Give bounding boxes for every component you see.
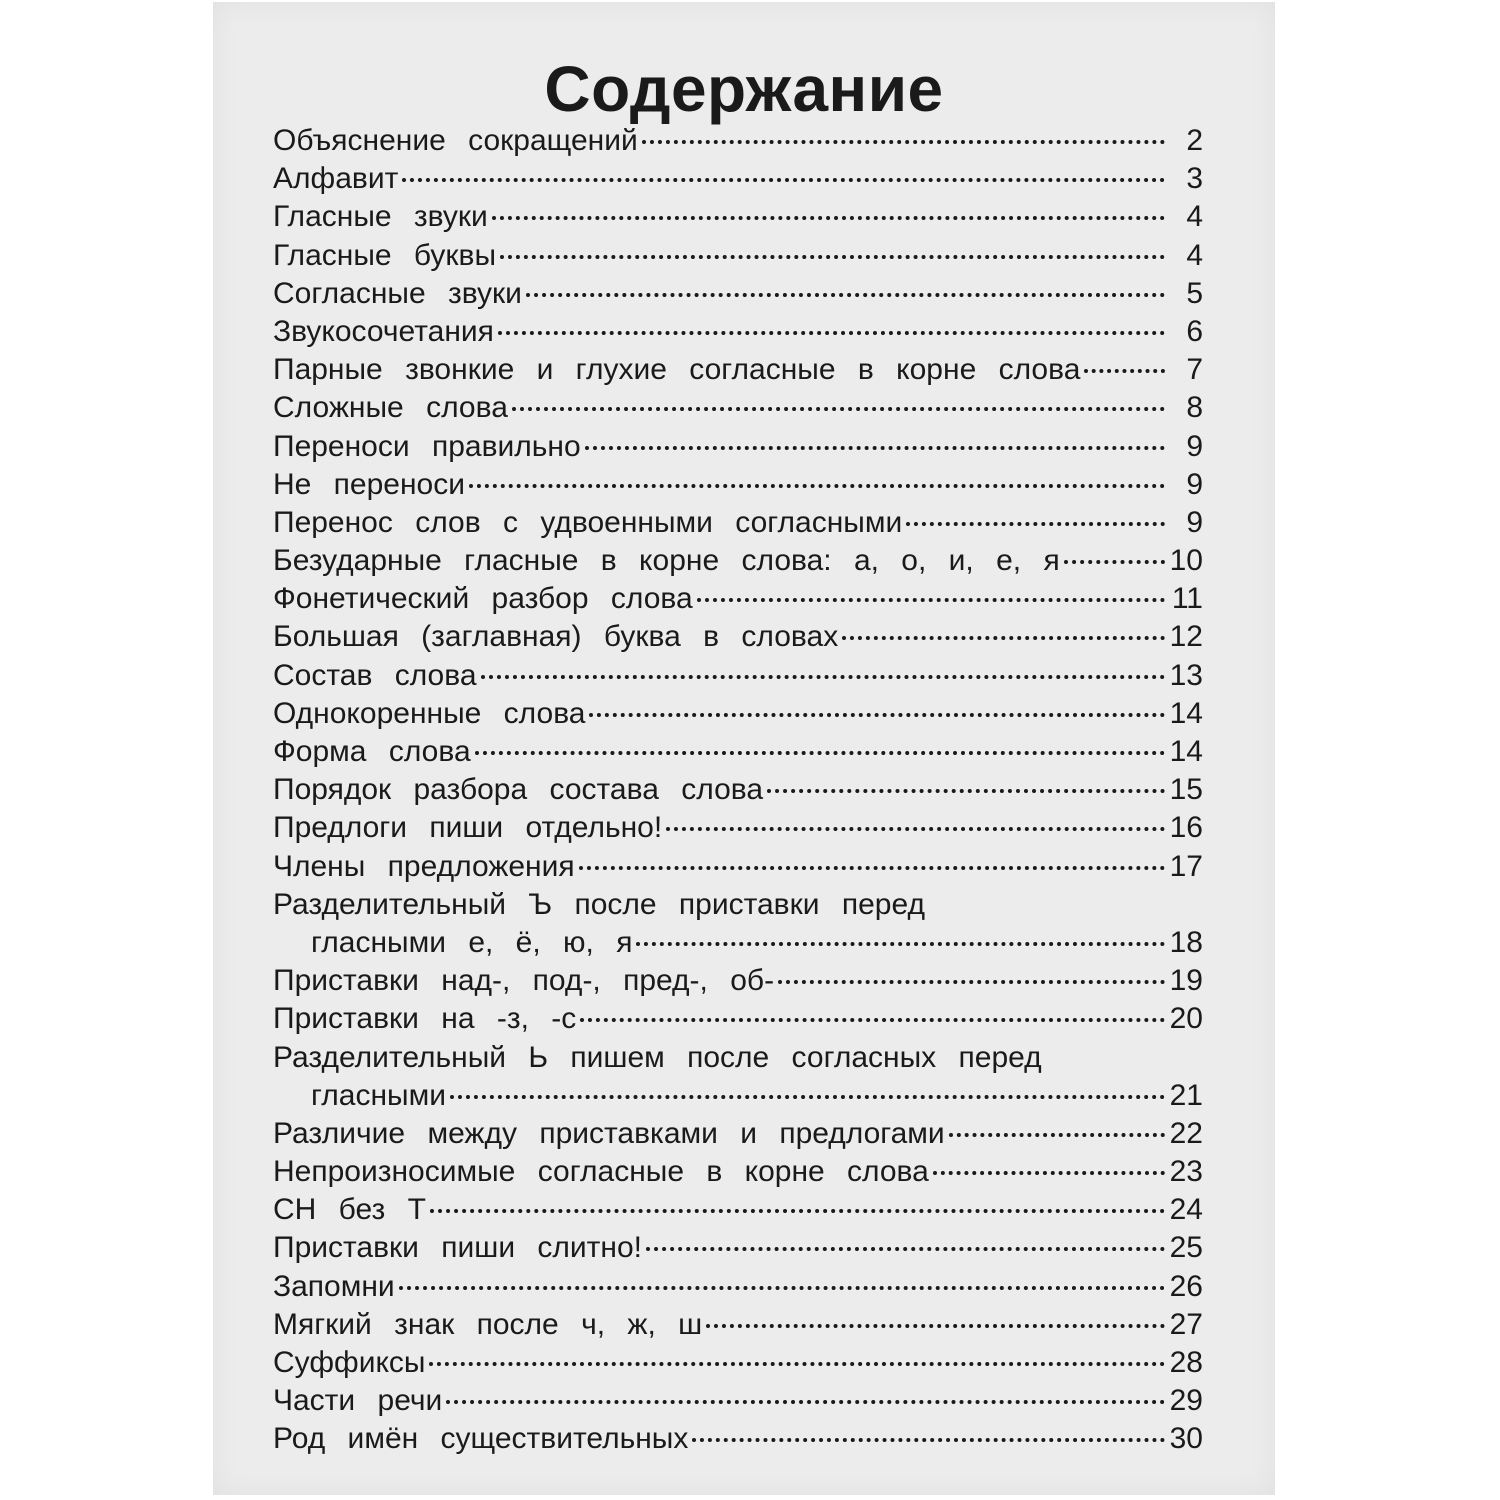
table-of-contents xyxy=(273,122,1203,1459)
toc-entry xyxy=(273,237,1203,275)
toc-leader-dots xyxy=(526,293,1165,297)
toc-leader-dots xyxy=(906,522,1165,526)
toc-leader-dots xyxy=(1084,369,1165,373)
toc-entry-label: Безударные гласные в корне слова: а, о, и, е, я xyxy=(273,544,1060,578)
toc-entry-page-number: 19 xyxy=(1169,964,1203,998)
toc-entry-page-number: 5 xyxy=(1186,276,1203,310)
toc-entry-page-number: 15 xyxy=(1169,773,1203,807)
toc-entry-page-number: 6 xyxy=(1186,314,1203,348)
toc-entry xyxy=(273,809,1203,847)
toc-entry-page-number: 17 xyxy=(1169,849,1203,883)
toc-entry-label: СН без Т xyxy=(273,1193,426,1227)
toc-entry-label: Фонетический разбор слова xyxy=(273,582,693,616)
toc-entry xyxy=(273,618,1203,656)
toc-entry-page-number: 7 xyxy=(1186,353,1203,387)
toc-entry-page-number: 20 xyxy=(1169,1002,1203,1036)
toc-entry-label: Члены предложения xyxy=(273,849,575,883)
toc-entry-page-number: 4 xyxy=(1186,238,1203,272)
toc-entry-page-number: 29 xyxy=(1169,1384,1203,1418)
toc-entry-label: Состав слова xyxy=(273,658,477,692)
toc-leader-dots xyxy=(498,331,1165,335)
toc-entry-label: Непроизносимые согласные в корне слова xyxy=(273,1155,929,1189)
toc-entry-label: Объяснение сокращений xyxy=(273,124,638,157)
toc-entry-page-number: 22 xyxy=(1169,1116,1203,1150)
toc-entry-label: Разделительный Ъ после приставки перед xyxy=(273,887,925,921)
toc-entry-page-number: 10 xyxy=(1169,544,1203,578)
toc-entry-label: Приставки над-, под-, пред-, об- xyxy=(273,964,775,998)
toc-entry-label: Переноси правильно xyxy=(273,429,581,463)
toc-entry-label: гласными е, ё, ю, я xyxy=(311,925,633,959)
toc-entry xyxy=(273,1306,1203,1344)
toc-entry xyxy=(273,848,1203,886)
toc-entry-label: Мягкий знак после ч, ж, ш xyxy=(273,1307,703,1341)
toc-entry-label: Гласные звуки xyxy=(273,200,488,234)
toc-entry-page-number: 13 xyxy=(1169,658,1203,692)
toc-entry-page-number: 14 xyxy=(1169,735,1203,768)
toc-leader-dots xyxy=(512,407,1165,411)
toc-leader-dots xyxy=(430,1209,1165,1213)
toc-entry xyxy=(273,198,1203,236)
toc-leader-dots xyxy=(767,789,1165,793)
toc-leader-dots xyxy=(692,1438,1165,1442)
toc-entry-label: Предлоги пиши отдельно! xyxy=(273,811,663,845)
toc-entry xyxy=(273,351,1203,389)
toc-entry xyxy=(273,1000,1203,1038)
toc-entry-label: Род имён существительных xyxy=(273,1422,689,1456)
toc-entry xyxy=(273,886,1203,924)
toc-entry-label: гласными xyxy=(311,1078,446,1112)
toc-leader-dots xyxy=(429,1362,1165,1366)
toc-entry xyxy=(273,466,1203,504)
toc-entry xyxy=(273,1420,1203,1458)
toc-entry-label: Суффиксы xyxy=(273,1346,426,1379)
toc-entry-label: Перенос слов с удвоенными согласными xyxy=(273,505,903,539)
toc-leader-dots xyxy=(706,1324,1165,1328)
toc-entry xyxy=(273,542,1203,580)
toc-leader-dots xyxy=(642,140,1165,144)
toc-leader-dots xyxy=(500,255,1165,259)
toc-entry-page-number: 14 xyxy=(1169,696,1203,730)
toc-entry xyxy=(273,1344,1203,1382)
toc-entry-label: Различие между приставками и предлогами xyxy=(273,1116,945,1150)
toc-entry-label: Форма слова xyxy=(273,735,471,768)
page-title: Содержание xyxy=(544,53,944,125)
toc-entry-page-number: 4 xyxy=(1186,200,1203,234)
toc-leader-dots xyxy=(949,1133,1165,1137)
toc-entry-page-number: 9 xyxy=(1186,429,1203,463)
toc-entry xyxy=(273,695,1203,733)
toc-leader-dots xyxy=(402,178,1165,182)
toc-entry xyxy=(273,122,1203,160)
toc-entry-label: Части речи xyxy=(273,1384,443,1418)
toc-leader-dots xyxy=(842,636,1165,640)
toc-entry-page-number: 11 xyxy=(1171,582,1203,616)
toc-entry-label: Большая (заглавная) буква в словах xyxy=(273,620,839,654)
toc-entry-label: Согласные звуки xyxy=(273,276,522,310)
toc-entry-label: Звукосочетания xyxy=(273,314,494,348)
toc-entry xyxy=(273,580,1203,618)
toc-entry xyxy=(273,1115,1203,1153)
toc-entry-label: Запомни xyxy=(273,1269,395,1303)
toc-leader-dots xyxy=(475,751,1165,755)
toc-entry-page-number: 3 xyxy=(1186,162,1203,196)
toc-entry-page-number: 9 xyxy=(1186,467,1203,501)
toc-entry-page-number: 9 xyxy=(1186,505,1203,539)
toc-leader-dots xyxy=(450,1095,1165,1099)
toc-entry-page-number: 8 xyxy=(1186,391,1203,425)
toc-entry xyxy=(273,1077,1203,1115)
toc-leader-dots xyxy=(585,446,1165,450)
toc-entry xyxy=(273,313,1203,351)
toc-entry xyxy=(273,160,1203,198)
toc-entry xyxy=(273,924,1203,962)
toc-leader-dots xyxy=(469,484,1165,488)
toc-leader-dots xyxy=(589,713,1165,717)
toc-entry xyxy=(273,1229,1203,1267)
toc-leader-dots xyxy=(481,675,1165,679)
toc-entry-page-number: 2 xyxy=(1186,124,1203,157)
toc-entry-label: Парные звонкие и глухие согласные в корне слова xyxy=(273,353,1081,387)
toc-entry xyxy=(273,1153,1203,1191)
toc-leader-dots xyxy=(1064,560,1165,564)
toc-entry-page-number: 18 xyxy=(1169,925,1203,959)
toc-entry-label: Разделительный Ь пишем после согласных перед xyxy=(273,1040,1042,1074)
toc-leader-dots xyxy=(446,1400,1165,1404)
toc-entry xyxy=(273,504,1203,542)
toc-entry-page-number: 23 xyxy=(1169,1155,1203,1189)
toc-entry-label: Порядок разбора состава слова xyxy=(273,773,764,807)
toc-leader-dots xyxy=(636,942,1165,946)
toc-leader-dots xyxy=(492,216,1165,220)
toc-entry-page-number: 28 xyxy=(1169,1346,1203,1379)
toc-entry xyxy=(273,1268,1203,1306)
toc-entry-label: Однокоренные слова xyxy=(273,696,586,730)
toc-entry-label: Алфавит xyxy=(273,162,399,196)
toc-entry-page-number: 16 xyxy=(1169,811,1203,845)
toc-entry-label: Приставки пиши слитно! xyxy=(273,1231,643,1265)
toc-entry xyxy=(273,1191,1203,1229)
toc-entry-label: Гласные буквы xyxy=(273,238,497,272)
toc-leader-dots xyxy=(646,1247,1165,1251)
toc-entry xyxy=(273,1039,1203,1077)
toc-entry xyxy=(273,389,1203,427)
toc-leader-dots xyxy=(697,598,1165,602)
toc-entry-page-number: 27 xyxy=(1169,1307,1203,1341)
toc-leader-dots xyxy=(579,866,1165,870)
toc-entry-label: Приставки на -з, -с xyxy=(273,1002,577,1036)
toc-leader-dots xyxy=(933,1171,1165,1175)
toc-leader-dots xyxy=(778,980,1165,984)
toc-entry-page-number: 30 xyxy=(1169,1422,1203,1456)
toc-leader-dots xyxy=(580,1018,1165,1022)
book-page xyxy=(213,2,1275,1495)
toc-entry-page-number: 25 xyxy=(1169,1231,1203,1265)
toc-entry-label: Не переноси xyxy=(273,467,465,501)
toc-leader-dots xyxy=(399,1286,1165,1290)
toc-entry xyxy=(273,657,1203,695)
toc-entry xyxy=(273,1382,1203,1420)
toc-entry-page-number: 21 xyxy=(1169,1078,1203,1112)
toc-entry-label: Сложные слова xyxy=(273,391,508,425)
toc-entry-page-number: 26 xyxy=(1169,1269,1203,1303)
toc-entry xyxy=(273,771,1203,809)
toc-entry xyxy=(273,733,1203,771)
toc-entry-page-number: 24 xyxy=(1169,1193,1203,1227)
toc-entry xyxy=(273,275,1203,313)
toc-leader-dots xyxy=(666,827,1165,831)
toc-entry xyxy=(273,962,1203,1000)
toc-entry xyxy=(273,428,1203,466)
toc-entry-page-number: 12 xyxy=(1169,620,1203,654)
